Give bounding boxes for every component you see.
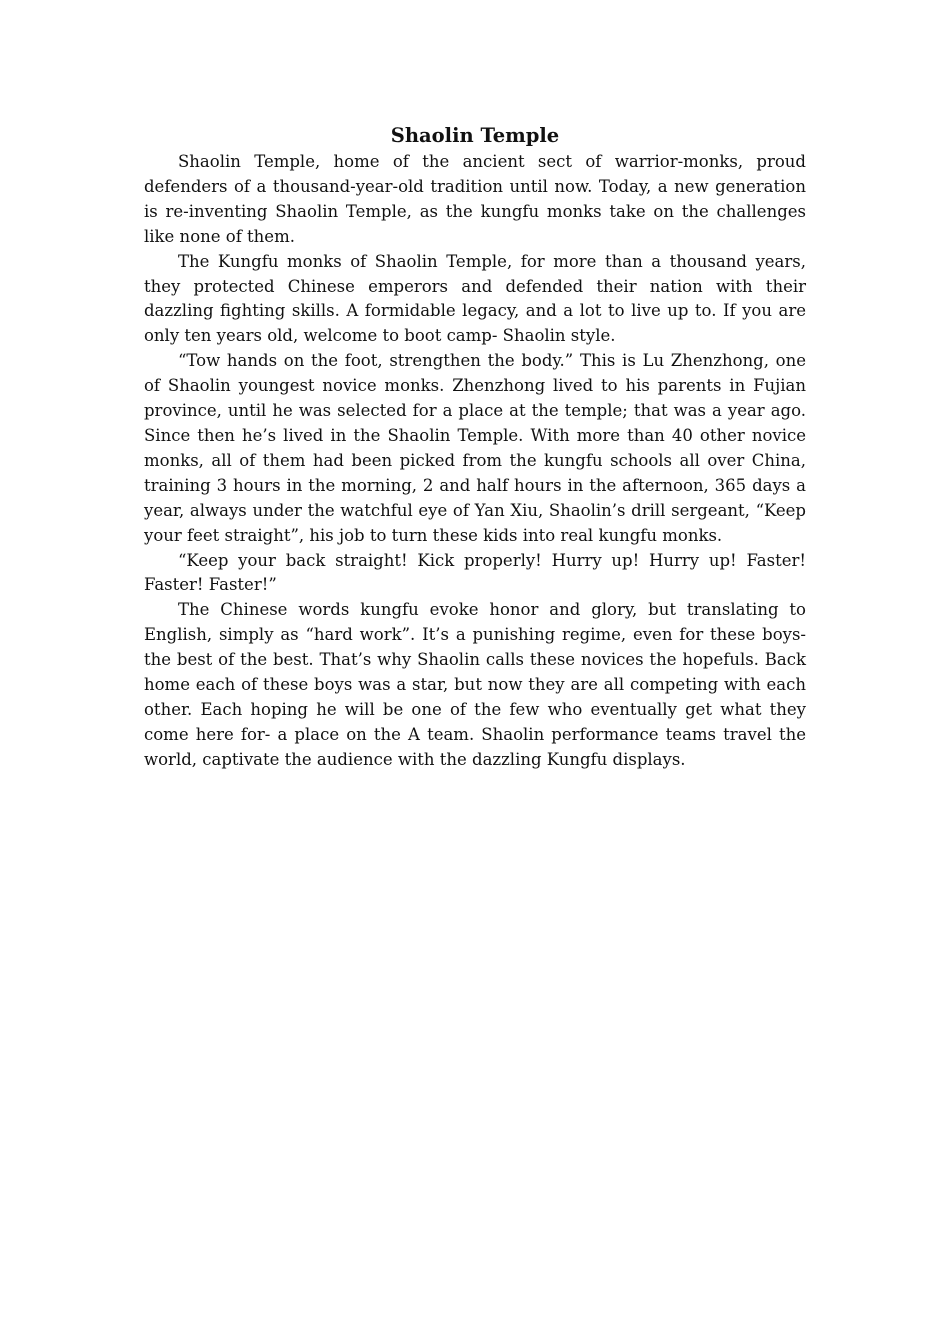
paragraph-5: The Chinese words kungfu evoke honor and glory, but translating to English, simply as “hard work”. It’s a punishing regime, even for these boys- the best of the best. That’s why Shaolin calls these novices the hopefuls. Back home each of these boys was a star, but now they are all competing with each other. Each hoping he will be one of the few who eventually get what they come here for- a place on the A team. Shaolin performance teams travel the world, captivate the audience with the dazzling Kungfu displays. xyxy=(144,600,806,769)
paragraph-3: “Tow hands on the foot, strengthen the body.” This is Lu Zhenzhong, one of Shaolin youngest novice monks. Zhenzhong lived to his parents in Fujian province, until he was selected for a place at the temple; that was a year ago. Since then he’s lived in the Shaolin Temple. With more than 40 other novice monks, all of them had been picked from the kungfu schools all over China, training 3 hours in the morning, 2 and half hours in the afternoon, 365 days a year, always under the watchful eye of Yan Xiu, Shaolin’s drill sergeant, “Keep your feet straight”, his job to turn these kids into real kungfu monks. xyxy=(144,351,806,545)
paragraph-1: Shaolin Temple, home of the ancient sect of warrior-monks, proud defenders of a thousand-year-old tradition until now. Today, a new generation is re-inventing Shaolin Temple, as the kungfu monks take on the challenges like none of them. xyxy=(144,152,806,246)
document-page xyxy=(144,122,806,773)
paragraph-4: “Keep your back straight! Kick properly! Hurry up! Hurry up! Faster! Faster! Faster!” xyxy=(144,550,806,595)
paragraph-2: The Kungfu monks of Shaolin Temple, for more than a thousand years, they protected Chinese emperors and defended their nation with their dazzling fighting skills. A formidable legacy, and a lot to live up to. If you are only ten years old, welcome to boot camp- Shaolin style. xyxy=(144,251,806,346)
document-title: Shaolin Temple xyxy=(390,124,560,147)
